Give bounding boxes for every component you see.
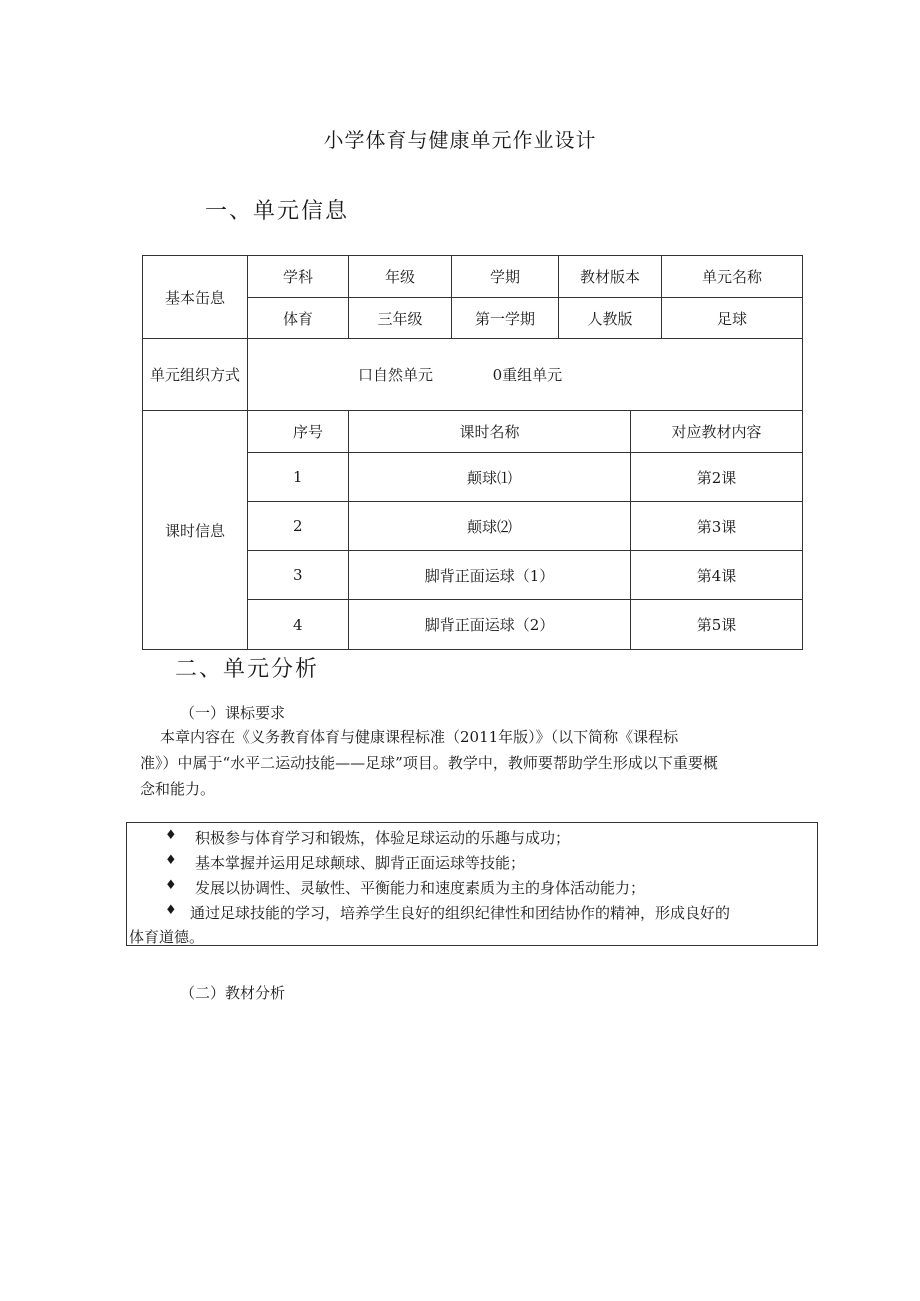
unit-info-table: [142, 255, 803, 650]
lesson-name: 颠球⑴: [349, 453, 631, 502]
org-method-options: [248, 339, 803, 411]
section-heading-unit-analysis: 二、单元分析: [175, 657, 320, 682]
curriculum-paragraph: [140, 724, 820, 802]
lesson-no: 4: [248, 600, 349, 650]
bullet-text: 基本掌握并运用足球颠球、脚背正面运球等技能；: [195, 854, 526, 872]
paragraph-line: 念和能力。: [140, 780, 216, 798]
value-textbook-version: 人教版: [559, 298, 662, 339]
lesson-header-no: 序号: [248, 411, 349, 453]
bullet-text: 体育道德。: [129, 928, 205, 946]
document-title: 小学体育与健康单元作业设计: [323, 128, 597, 152]
paragraph-line: 准》）中属于“水平二运动技能——足球”项目。教学中，教师要帮助学生形成以下重要概: [140, 754, 718, 772]
basic-info-label: 基本缶息: [143, 256, 248, 339]
value-subject: 体育: [248, 298, 349, 339]
lesson-no: 3: [248, 551, 349, 600]
header-unit-name: 单元名称: [662, 256, 803, 298]
value-unit-name: 足球: [662, 298, 803, 339]
org-method-label: 单元组织方式: [143, 339, 248, 411]
section-heading-unit-info: 一、单元信息: [205, 199, 350, 224]
header-grade: 年级: [349, 256, 452, 298]
lesson-name: 脚背正面运球（1）: [349, 551, 631, 600]
header-term: 学期: [452, 256, 559, 298]
lesson-no: 1: [248, 453, 349, 502]
diamond-bullet-icon: ♦: [165, 903, 177, 918]
lesson-content: 第5课: [631, 600, 803, 650]
header-subject: 学科: [248, 256, 349, 298]
lesson-name: 脚背正面运球（2）: [349, 600, 631, 650]
lesson-header-name: 课时名称: [349, 411, 631, 453]
bullet-text: 通过足球技能的学习，培养学生良好的组织纪律性和团结协作的精神，形成良好的: [190, 904, 731, 922]
diamond-bullet-icon: ♦: [165, 853, 177, 868]
diamond-bullet-icon: ♦: [165, 828, 177, 843]
lesson-info-label: 课时信息: [143, 411, 248, 650]
header-textbook-version: 教材版本: [559, 256, 662, 298]
natural-unit-option: 口自然单元: [358, 366, 434, 384]
subheading-curriculum-standard: （一）课标要求: [180, 704, 286, 722]
subheading-textbook-analysis: （二）教材分析: [180, 984, 286, 1002]
diamond-bullet-icon: ♦: [165, 878, 177, 893]
bullet-text: 发展以协调性、灵敏性、平衡能力和速度素质为主的身体活动能力；: [195, 879, 646, 897]
lesson-content: 第4课: [631, 551, 803, 600]
lesson-content: 第3课: [631, 502, 803, 551]
lesson-no: 2: [248, 502, 349, 551]
lesson-content: 第2课: [631, 453, 803, 502]
paragraph-line: 本章内容在《义务教育体育与健康课程标准（2011年版）》（以下简称《课程标: [160, 728, 679, 746]
value-term: 第一学期: [452, 298, 559, 339]
value-grade: 三年级: [349, 298, 452, 339]
objectives-box: [126, 822, 818, 946]
lesson-header-content: 对应教材内容: [631, 411, 803, 453]
bullet-text: 积极参与体育学习和锻炼，体验足球运动的乐趣与成功；: [195, 829, 571, 847]
regroup-unit-option: 0重组单元: [492, 366, 563, 384]
lesson-name: 颠球⑵: [349, 502, 631, 551]
